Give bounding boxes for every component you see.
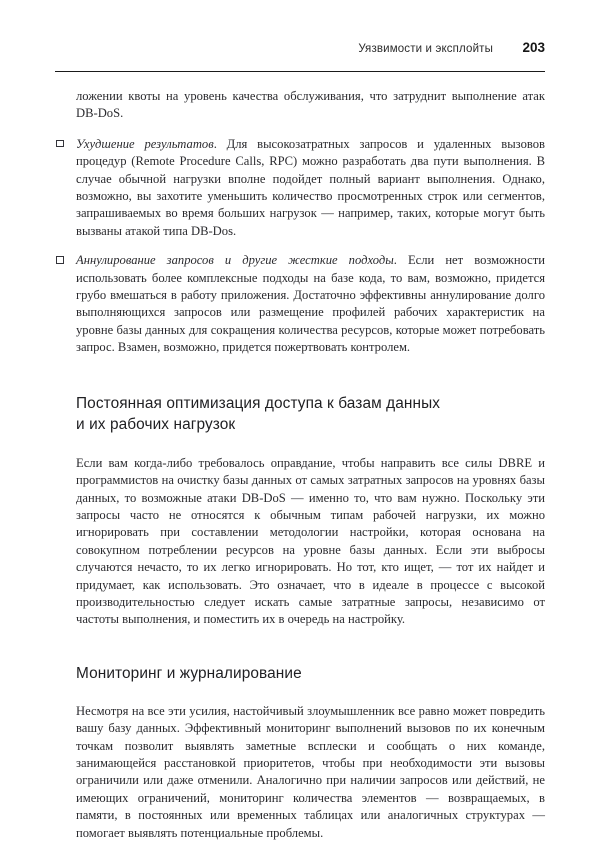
section-heading-two	[76, 663, 545, 684]
list-item-body: . Если нет возможности использовать более комплексные подходы на базе кода, то вам, возможно, придется грубо вмешаться в работу приложения. Достаточно эффективны аннулирование долго выполняющихся запросов или размещение профилей рабочих характеристик на уровне базы данных для сокращения количества ресурсов, которые может потребовать запрос. Взамен, возможно, придется пожертвовать контролем.	[76, 253, 545, 355]
spacer	[55, 684, 545, 703]
list-item	[55, 252, 545, 356]
section-two-paragraph: Несмотря на все эти усилия, настойчивый злоумышленник все равно может повредить вашу базу данных. Эффективный мониторинг выполнений вызовов по их конечным точкам позволит выявлять заметные всплески и сообщать о них команде, занимающейся расстановкой приоритетов, чтобы при необходимости эти вызовы ограничили или даже отменили. Аналогично при наличии запросов или действий, не имеющих ограничений, мониторинг количества элементов — возвращаемых, в памяти, в постоянных или временных таблицах или аналогичных структурах — помогает выявлять потенциальные проблемы.	[76, 703, 545, 840]
list-item-lead-in: Аннулирование запросов и другие жесткие подходы	[76, 253, 394, 268]
page-number: 203	[522, 40, 545, 55]
page-content	[55, 88, 545, 842]
section-heading-one	[76, 393, 545, 435]
list-item	[55, 136, 545, 240]
page-header	[55, 40, 545, 55]
list-item-text	[76, 252, 545, 356]
hollow-square-bullet-icon	[56, 140, 64, 148]
continued-paragraph: ложении квоты на уровень качества обслуживания, что затруднит выполнение атак DB-DoS.	[76, 89, 545, 121]
hollow-square-bullet-icon	[56, 256, 64, 264]
header-divider	[55, 71, 545, 72]
section-heading-one-line-1: Постоянная оптимизация доступа к базам данных	[76, 394, 441, 412]
spacer	[55, 357, 545, 393]
section-heading-one-line-2: и их рабочих нагрузок	[76, 415, 236, 433]
bullet-list	[55, 136, 545, 357]
spacer	[55, 435, 545, 455]
spacer	[55, 629, 545, 663]
section-one-paragraph: Если вам когда-либо требовалось оправдание, чтобы направить все силы DBRE и программистов на очистку базы данных от самых затратных запросов на уровнях базы данных, то возможные атаки DB-DoS — именно то, что вам нужно. Поскольку эти запросы часто не относятся к обычным типам рабочей нагрузки, их можно игнорировать при составлении методологии настройки, которая основана на совокупном потреблении ресурсов на уровне базы данных. Если эти выбросы случаются нечасто, то их легко игнорировать. Но тот, кто ищет, — тот их найдет и придумает, как использовать. Это означает, что в идеале в процессе с высокой производительностью следует искать самые затратные запросы, независимо от частоты выполнения, и поместить их в очередь на настройку.	[76, 455, 545, 627]
list-item-text	[76, 136, 545, 240]
list-item-body: . Для высокозатратных запросов и удаленных вызовов процедур (Remote Procedure Calls, RPC) можно разработать два пути выполнения. В случае обычной нагрузки вполне подойдет полный вариант выполнения. Однако, возможно, вы захотите уменьшить количество просмотренных строк или сегментов, запрашиваемых во время больших нагрузок — например, таких, которые могут быть вызваны атакой типа DB-Dos.	[76, 136, 545, 238]
section-heading-two-line-1: Мониторинг и журналирование	[76, 664, 302, 682]
header-title: Уязвимости и эксплойты	[358, 43, 493, 55]
list-item-lead-in: Ухудшение результатов	[76, 136, 214, 151]
